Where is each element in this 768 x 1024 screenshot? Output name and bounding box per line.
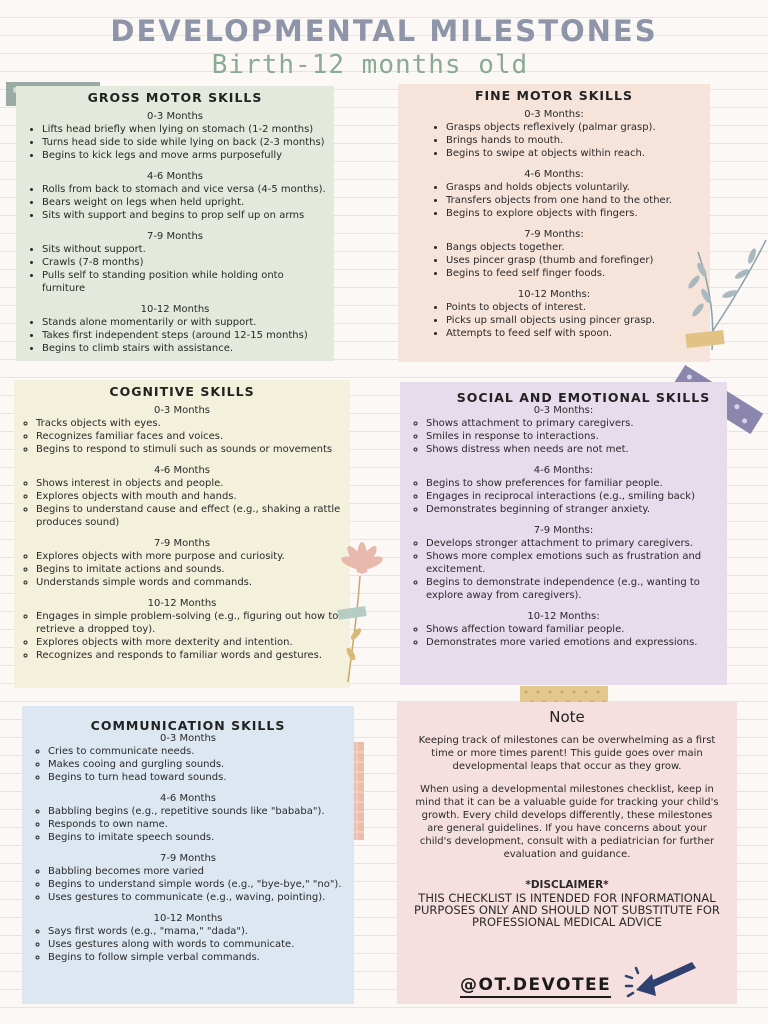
list-item: • Rolls from back to stomach and vice versa (4-5 months). bbox=[42, 183, 326, 196]
list-item: ◦ Begins to turn head toward sounds. bbox=[48, 771, 346, 784]
age-section bbox=[24, 304, 326, 355]
list-item: • Grasps objects reflexively (palmar grasp). bbox=[446, 121, 702, 134]
list-item: • Begins to climb stairs with assistance. bbox=[42, 342, 326, 355]
page-subtitle: Birth-12 months old bbox=[211, 50, 529, 80]
list-item: ◦ Babbling begins (e.g., repetitive sounds like "bababa"). bbox=[48, 805, 346, 818]
age-section bbox=[30, 913, 346, 964]
list-item: ◦ Begins to show preferences for familiar people. bbox=[426, 477, 719, 490]
list-item: • Begins to explore objects with fingers. bbox=[446, 207, 702, 220]
age-heading: 10-12 Months: bbox=[527, 611, 600, 622]
age-section bbox=[406, 289, 702, 340]
list-item: • Bangs objects together. bbox=[446, 241, 702, 254]
list-item: ◦ Understands simple words and commands. bbox=[36, 576, 342, 589]
age-heading: 0-3 Months bbox=[159, 733, 217, 744]
note-paragraph: Keeping track of milestones can be overwhelming as a first time or more times parent! This guide goes over main developmental leaps that occur as they grow. bbox=[418, 735, 716, 772]
age-heading: 10-12 Months: bbox=[517, 289, 591, 300]
age-heading: 7-9 Months bbox=[153, 538, 211, 549]
age-section bbox=[22, 465, 342, 529]
flower-icon bbox=[330, 536, 394, 684]
age-section bbox=[408, 525, 719, 602]
list-item: ◦ Begins to follow simple verbal commands. bbox=[48, 951, 346, 964]
list-item: • Transfers objects from one hand to the other. bbox=[446, 194, 702, 207]
list-item: ◦ Begins to understand cause and effect (e.g., shaking a rattle produces sound) bbox=[36, 503, 342, 529]
age-heading: 10-12 Months bbox=[153, 913, 223, 924]
social-emotional-card bbox=[400, 382, 727, 685]
list-item: • Bears weight on legs when held upright. bbox=[42, 196, 326, 209]
list-item: ◦ Tracks objects with eyes. bbox=[36, 417, 342, 430]
list-item: ◦ Explores objects with more dexterity and intention. bbox=[36, 636, 342, 649]
list-item: ◦ Uses gestures to communicate (e.g., waving, pointing). bbox=[48, 891, 346, 904]
list-item: ◦ Engages in reciprocal interactions (e.g., smiling back) bbox=[426, 490, 719, 503]
list-item: ◦ Demonstrates beginning of stranger anxiety. bbox=[426, 503, 719, 516]
list-item: • Points to objects of interest. bbox=[446, 301, 702, 314]
list-item: ◦ Explores objects with mouth and hands. bbox=[36, 490, 342, 503]
age-heading: 10-12 Months bbox=[140, 304, 210, 315]
age-section bbox=[30, 733, 346, 784]
list-item: • Stands alone momentarily or with support. bbox=[42, 316, 326, 329]
list-item: ◦ Develops stronger attachment to primary caregivers. bbox=[426, 537, 719, 550]
cognitive-card bbox=[14, 380, 350, 688]
list-item: • Brings hands to mouth. bbox=[446, 134, 702, 147]
list-item: • Sits without support. bbox=[42, 243, 326, 256]
fine-motor-card bbox=[398, 84, 710, 362]
age-heading: 4-6 Months: bbox=[533, 465, 594, 476]
age-section bbox=[22, 405, 342, 456]
age-heading: 0-3 Months bbox=[153, 405, 211, 416]
note-paragraph: When using a developmental milestones checklist, keep in mind that it can be a valuable guide for tracking your child's growth. Every child develops differently, these milestones are general guidelines. If you have concerns about your child's development, consult with a pediatrician for further evaluation and guidance. bbox=[415, 784, 719, 860]
disclaimer-text: THIS CHECKLIST IS INTENDED FOR INFORMATIONAL PURPOSES ONLY AND SHOULD NOT SUBSTITUTE FOR PROFESSIONAL MEDICAL ADVICE bbox=[414, 891, 720, 929]
age-section bbox=[30, 853, 346, 904]
communication-card bbox=[22, 706, 354, 1004]
list-item: ◦ Babbling becomes more varied bbox=[48, 865, 346, 878]
age-section bbox=[24, 231, 326, 295]
age-heading: 7-9 Months: bbox=[524, 229, 584, 240]
age-section bbox=[408, 465, 719, 516]
age-heading: 0-3 Months: bbox=[533, 405, 594, 416]
age-section bbox=[24, 111, 326, 162]
leaf-branch-icon bbox=[672, 232, 768, 352]
age-heading: 10-12 Months bbox=[147, 598, 217, 609]
age-section bbox=[30, 793, 346, 844]
list-item: ◦ Uses gestures along with words to communicate. bbox=[48, 938, 346, 951]
age-heading: 7-9 Months bbox=[146, 231, 204, 242]
age-section bbox=[408, 405, 719, 456]
age-heading: 7-9 Months: bbox=[533, 525, 594, 536]
list-item: ◦ Shows more complex emotions such as frustration and excitement. bbox=[426, 550, 719, 576]
list-item: • Pulls self to standing position while holding onto furniture bbox=[42, 269, 326, 295]
list-item: ◦ Begins to understand simple words (e.g., "bye-bye," "no"). bbox=[48, 878, 346, 891]
list-item: ◦ Begins to respond to stimuli such as sounds or movements bbox=[36, 443, 342, 456]
age-section bbox=[22, 538, 342, 589]
age-section bbox=[22, 598, 342, 662]
age-section bbox=[406, 109, 702, 160]
list-item: ◦ Recognizes and responds to familiar words and gestures. bbox=[36, 649, 342, 662]
list-item: ◦ Smiles in response to interactions. bbox=[426, 430, 719, 443]
list-item: ◦ Responds to own name. bbox=[48, 818, 346, 831]
social-handle-link[interactable]: @OT.DEVOTEE bbox=[460, 975, 611, 998]
cognitive-title: COGNITIVE SKILLS bbox=[109, 384, 255, 399]
list-item: ◦ Begins to demonstrate independence (e.g., wanting to explore away from caregivers). bbox=[426, 576, 719, 602]
gross-motor-card bbox=[16, 86, 334, 361]
age-heading: 4-6 Months bbox=[153, 465, 211, 476]
list-item: • Crawls (7-8 months) bbox=[42, 256, 326, 269]
list-item: ◦ Explores objects with more purpose and curiosity. bbox=[36, 550, 342, 563]
fine-motor-title: FINE MOTOR SKILLS bbox=[474, 88, 633, 103]
arrow-pointer-icon bbox=[622, 954, 712, 1002]
list-item: ◦ Begins to imitate actions and sounds. bbox=[36, 563, 342, 576]
age-section bbox=[408, 611, 719, 649]
list-item: • Uses pincer grasp (thumb and forefinger) bbox=[446, 254, 702, 267]
list-item: • Begins to feed self finger foods. bbox=[446, 267, 702, 280]
list-item: • Begins to swipe at objects within reach. bbox=[446, 147, 702, 160]
list-item: • Lifts head briefly when lying on stomach (1-2 months) bbox=[42, 123, 326, 136]
list-item: ◦ Says first words (e.g., "mama," "dada"). bbox=[48, 925, 346, 938]
age-heading: 4-6 Months: bbox=[524, 169, 584, 180]
list-item: ◦ Shows attachment to primary caregivers. bbox=[426, 417, 719, 430]
list-item: ◦ Recognizes familiar faces and voices. bbox=[36, 430, 342, 443]
list-item: ◦ Shows affection toward familiar people. bbox=[426, 623, 719, 636]
list-item: • Begins to kick legs and move arms purposefully bbox=[42, 149, 326, 162]
list-item: ◦ Begins to imitate speech sounds. bbox=[48, 831, 346, 844]
page-title: DEVELOPMENTAL MILESTONES bbox=[110, 14, 658, 48]
list-item: • Picks up small objects using pincer grasp. bbox=[446, 314, 702, 327]
communication-title: COMMUNICATION SKILLS bbox=[90, 718, 286, 733]
list-item: ◦ Demonstrates more varied emotions and expressions. bbox=[426, 636, 719, 649]
list-item: ◦ Cries to communicate needs. bbox=[48, 745, 346, 758]
list-item: • Attempts to feed self with spoon. bbox=[446, 327, 702, 340]
age-section bbox=[406, 169, 702, 220]
age-heading: 0-3 Months bbox=[146, 111, 204, 122]
list-item: ◦ Makes cooing and gurgling sounds. bbox=[48, 758, 346, 771]
disclaimer-title: *DISCLAIMER* bbox=[525, 879, 609, 891]
list-item: ◦ Shows interest in objects and people. bbox=[36, 477, 342, 490]
age-heading: 0-3 Months: bbox=[524, 109, 584, 120]
age-heading: 4-6 Months bbox=[159, 793, 217, 804]
social-emotional-title: SOCIAL AND EMOTIONAL SKILLS bbox=[456, 390, 711, 405]
gross-motor-title: GROSS MOTOR SKILLS bbox=[87, 90, 263, 105]
list-item: • Turns head side to side while lying on back (2-3 months) bbox=[42, 136, 326, 149]
list-item: • Takes first independent steps (around 12-15 months) bbox=[42, 329, 326, 342]
list-item: ◦ Engages in simple problem-solving (e.g., figuring out how to retrieve a dropped toy). bbox=[36, 610, 342, 636]
list-item: • Sits with support and begins to prop self up on arms bbox=[42, 209, 326, 222]
age-heading: 7-9 Months bbox=[159, 853, 217, 864]
age-section bbox=[406, 229, 702, 280]
age-section bbox=[24, 171, 326, 222]
age-heading: 4-6 Months bbox=[146, 171, 204, 182]
note-title: Note bbox=[549, 708, 585, 726]
list-item: • Grasps and holds objects voluntarily. bbox=[446, 181, 702, 194]
list-item: ◦ Shows distress when needs are not met. bbox=[426, 443, 719, 456]
